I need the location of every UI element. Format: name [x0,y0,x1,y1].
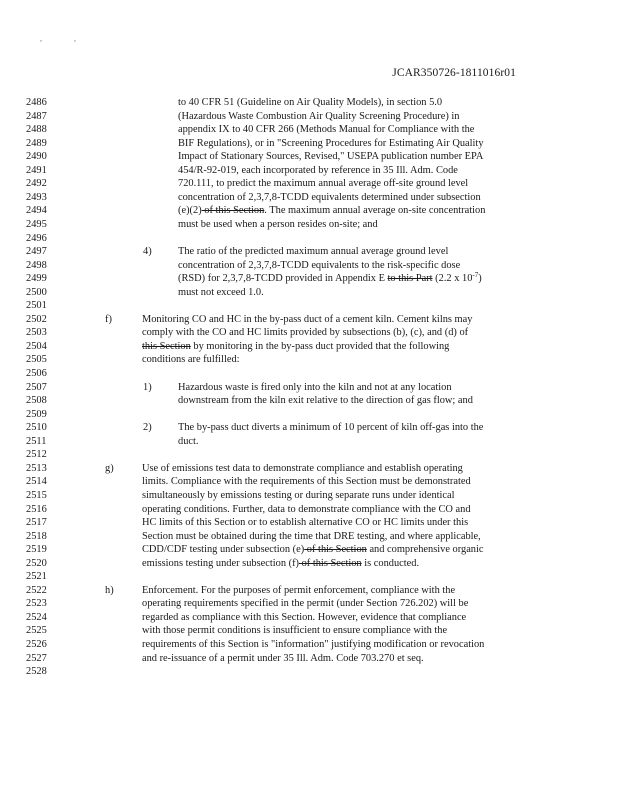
line-number: 2496 [26,232,47,244]
line-number: 2514 [26,476,47,488]
document-id: JCAR350726-1811016r01 [392,67,516,79]
text-line [0,286,618,299]
text-line [0,367,618,380]
line-number: 2515 [26,489,47,501]
line-text [142,597,468,610]
text-line [0,245,618,258]
text-line [0,448,618,461]
line-text [178,137,484,150]
text-segment: and comprehensive organic [366,544,484,556]
line-number: 2512 [26,449,47,461]
line-text [142,489,455,502]
text-line [0,353,618,366]
line-text [178,218,378,231]
text-segment: by monitoring in the by-pass duct provided that the following [190,340,450,352]
line-number: 2486 [26,97,47,108]
text-segment: must not exceed 1.0. [178,286,264,298]
text-line [0,611,618,624]
line-text [142,313,472,326]
line-text [142,462,463,475]
line-number: 2490 [26,151,47,163]
text-segment: CDD/CDF testing under subsection (e) [142,544,305,556]
line-number: 2501 [26,300,47,312]
line-number: 2493 [26,191,47,203]
text-line [0,340,618,353]
text-segment: emissions testing under subsection (f) [142,557,299,569]
line-number: 2511 [26,435,47,447]
line-text [142,353,240,366]
line-text [178,204,485,217]
text-segment: BIF Regulations), or in "Screening Procedures for Estimating Air Quality [178,137,484,149]
text-line [0,177,618,190]
text-line [0,570,618,583]
text-line [0,204,618,217]
superscript: -7 [472,271,479,280]
struck-text: of this Section [299,557,362,569]
line-number: 2506 [26,368,47,379]
text-line [0,313,618,326]
text-segment: The ratio of the predicted maximum annual average ground level [178,246,449,258]
line-number: 2508 [26,395,47,407]
line-number: 2499 [26,273,47,285]
line-text [142,475,471,488]
text-segment: Enforcement. For the purposes of permit enforcement, compliance with the [142,584,456,596]
text-segment: is conducted. [361,557,420,569]
text-line [0,191,618,204]
struck-text: this Section [142,340,191,352]
text-segment: duct. [178,435,199,447]
line-text [178,110,459,123]
text-line [0,435,618,448]
struck-text: of this Section [304,544,367,556]
text-line [0,96,618,109]
line-text [178,164,458,177]
line-text [178,123,474,136]
text-segment: with those permit conditions is insufficient to ensure compliance with the [142,625,448,637]
line-number: 2521 [26,571,47,583]
text-line [0,218,618,231]
text-line [0,421,618,434]
text-line [0,503,618,516]
line-text [178,96,442,109]
line-number: 2494 [26,205,47,217]
line-text [178,435,199,448]
list-marker: f) [105,313,112,325]
text-segment: and re-issuance of a permit under 35 Ill. Adm. Code 703.270 et seq. [142,652,424,664]
struck-text: of this Section [201,205,265,217]
line-text [178,245,448,258]
text-line [0,652,618,665]
text-line [0,123,618,136]
text-line [0,489,618,502]
text-line [0,475,618,488]
line-text [142,516,468,529]
text-segment: simultaneously by emissions testing or during separate runs under identical [142,489,455,501]
list-marker: 4) [143,246,152,258]
line-text [178,259,460,272]
text-line [0,638,618,651]
line-text [142,503,471,516]
line-number: 2522 [26,584,47,596]
line-text [178,421,483,434]
line-text [142,530,481,543]
text-line [0,516,618,529]
text-line [0,150,618,163]
text-line [0,137,618,150]
line-number: 2500 [26,286,47,298]
list-marker: g) [105,462,114,474]
text-line [0,624,618,637]
line-text [142,340,449,353]
text-segment: . The maximum annual average on-site concentration [264,205,486,217]
text-segment: Hazardous waste is fired only into the kiln and not at any location [178,381,452,393]
text-line [0,259,618,272]
text-segment: appendix IX to 40 CFR 266 (Methods Manual for Compliance with the [178,124,475,136]
list-marker: h) [105,584,114,596]
line-number: 2488 [26,124,47,136]
struck-text: to this Part [387,273,433,285]
line-text [142,326,468,339]
text-line [0,272,618,285]
line-number: 2505 [26,354,47,366]
line-text [142,557,419,570]
text-segment: downstream from the kiln exit relative to the direction of gas flow; and [178,395,473,407]
text-segment: Use of emissions test data to demonstrate compliance and establish operating [142,462,463,474]
line-number: 2520 [26,557,47,569]
text-segment: HC limits of this Section or to establish alternative CO or HC limits under this [142,517,469,529]
text-line [0,557,618,570]
text-segment: requirements of this Section is "information" justifying modification or revocation [142,639,485,650]
line-number: 2528 [26,666,47,678]
line-number: 2516 [26,503,47,515]
text-segment: comply with the CO and HC limits provided by subsections (b), (c), and (d) of [142,327,469,339]
text-line [0,408,618,421]
line-number: 2507 [26,381,47,393]
line-number: 2523 [26,598,47,610]
line-text [178,272,482,285]
text-segment: 454/R-92-019, each incorporated by reference in 35 Ill. Adm. Code [178,164,458,176]
text-segment: must be used when a person resides on-site; and [178,218,378,230]
line-text [142,652,424,665]
text-line [0,110,618,123]
line-number: 2519 [26,544,47,556]
text-segment: 720.111, to predict the maximum annual average off-site ground level [178,178,469,190]
line-text [178,381,452,394]
text-segment: (Hazardous Waste Combustion Air Quality Screening Procedure) in [178,110,460,122]
text-line [0,232,618,245]
text-segment: (RSD) for 2,3,7,8-TCDD provided in Appendix E [178,273,388,285]
text-segment: concentration of 2,3,7,8-TCDD equivalents to the risk-specific dose [178,259,461,271]
line-text [142,611,466,624]
line-number: 2526 [26,639,47,650]
text-segment: limits. Compliance with the requirements of this Section must be demonstrated [142,476,471,488]
line-number: 2525 [26,625,47,637]
line-text [142,624,447,637]
line-text [178,286,264,299]
text-line [0,530,618,543]
speck-1: , [40,34,42,43]
text-line [0,665,618,678]
text-line [0,462,618,475]
text-line [0,381,618,394]
text-segment: conditions are fulfilled: [142,354,240,366]
text-segment: (2.2 x 10 [432,273,473,285]
scan-specks [40,34,106,43]
text-segment: operating requirements specified in the permit (under Section 726.202) will be [142,598,469,610]
text-line [0,584,618,597]
text-line [0,299,618,312]
text-line [0,164,618,177]
text-line [0,394,618,407]
text-segment: concentration of 2,3,7,8-TCDD equivalents determined under subsection [178,191,481,203]
text-line [0,543,618,556]
line-text [142,584,455,597]
speck-2: , [74,34,76,43]
line-number: 2527 [26,652,47,664]
line-text [178,177,468,190]
line-number: 2524 [26,611,47,623]
line-number: 2513 [26,462,47,474]
list-marker: 1) [143,381,152,393]
line-number: 2518 [26,530,47,542]
text-line [0,326,618,339]
list-marker: 2) [143,422,152,434]
text-segment: regarded as compliance with this Section. However, evidence that compliance [142,611,467,623]
text-segment: Section must be obtained during the time that DRE testing, and where applicable, [142,530,481,542]
text-segment: Impact of Stationary Sources, Revised," USEPA publication number EPA [178,151,484,163]
line-text [142,638,484,651]
text-line [0,597,618,610]
line-number: 2497 [26,246,47,258]
line-number: 2492 [26,178,47,190]
text-segment: ) [478,273,482,285]
line-number: 2491 [26,164,47,176]
line-text [142,543,484,556]
line-text [178,150,483,163]
line-number: 2510 [26,422,47,434]
text-segment: to 40 CFR 51 (Guideline on Air Quality Models), in section 5.0 [178,97,443,108]
text-segment: operating conditions. Further, data to demonstrate compliance with the CO and [142,503,471,515]
line-number: 2517 [26,517,47,529]
line-number: 2495 [26,218,47,230]
line-text [178,394,473,407]
text-segment: (e)(2) [178,205,202,217]
line-number: 2503 [26,327,47,339]
line-number: 2502 [26,313,47,325]
line-text [178,191,481,204]
line-number: 2489 [26,137,47,149]
line-number: 2498 [26,259,47,271]
line-number: 2487 [26,110,47,122]
line-number: 2509 [26,408,47,420]
text-segment: The by-pass duct diverts a minimum of 10 percent of kiln off-gas into the [178,422,484,434]
text-segment: Monitoring CO and HC in the by-pass duct of a cement kiln. Cement kilns may [142,313,473,325]
line-number: 2504 [26,340,47,352]
